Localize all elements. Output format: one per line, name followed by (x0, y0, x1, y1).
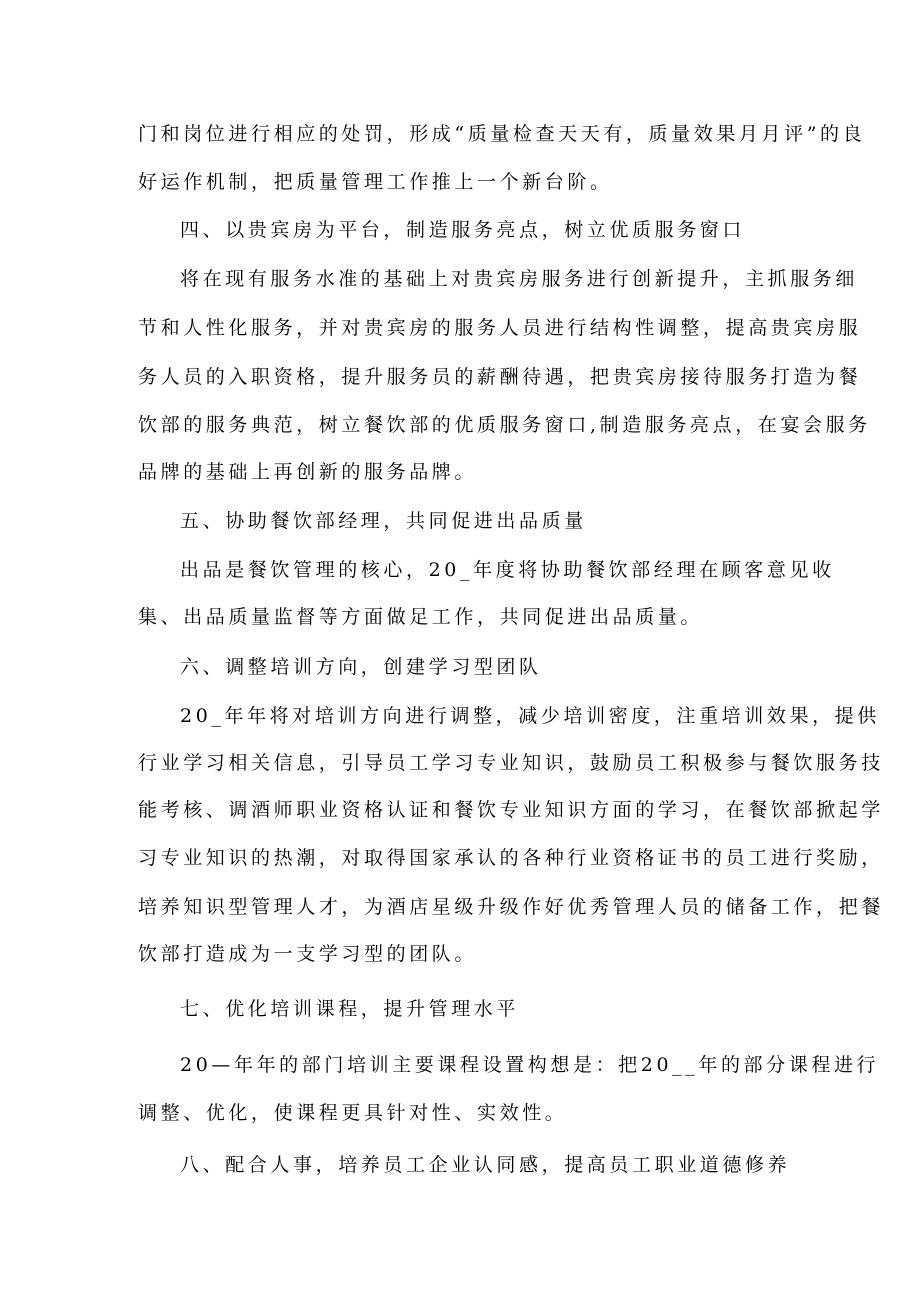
text-line-16: 20—年年的部门培训主要课程设置构想是：把20__年的部分课程进行 (180, 1054, 880, 1076)
section-heading-6: 六、调整培训方向，创建学习型团队 (180, 656, 542, 678)
text-line-9: 集、出品质量监督等方面做足工作，共同促进出品质量。 (138, 606, 704, 628)
text-line-11: 行业学习相关信息，引导员工学习专业知识，鼓励员工积极参与餐饮服务技 (138, 752, 884, 774)
section-heading-5: 五、协助餐饮部经理，共同促进出品质量 (180, 510, 587, 532)
text-line-2: 好运作机制，把质量管理工作推上一个新台阶。 (138, 171, 613, 193)
text-line-12: 能考核、调酒师职业资格认证和餐饮专业知识方面的学习，在餐饮部掀起学 (138, 799, 884, 821)
text-line-6: 饮部的服务典范，树立餐饮部的优质服务窗口,制造服务亮点，在宴会服务 (138, 414, 871, 436)
section-heading-4: 四、以贵宾房为平台，制造服务亮点，树立优质服务窗口 (180, 219, 746, 241)
text-line-5: 务人员的入职资格，提升服务员的薪酬待遇，把贵宾房接待服务打造为餐 (138, 366, 862, 388)
section-heading-7: 七、优化培训课程，提升管理水平 (180, 998, 520, 1020)
text-line-1: 门和岗位进行相应的处罚，形成“质量检查天天有，质量效果月月评”的良 (138, 123, 866, 145)
text-line-14: 培养知识型管理人才，为酒店星级升级作好优秀管理人员的储备工作，把餐 (138, 896, 884, 918)
section-heading-8: 八、配合人事，培养员工企业认同感，提高员工职业道德修养 (180, 1154, 791, 1176)
text-line-10: 20_年年将对培训方向进行调整，减少培训密度，注重培训效果，提供 (180, 705, 880, 727)
text-line-4: 节和人性化服务，并对贵宾房的服务人员进行结构性调整，提高贵宾房服 (138, 317, 862, 339)
text-line-7: 品牌的基础上再创新的服务品牌。 (138, 461, 478, 483)
text-line-3: 将在现有服务水准的基础上对贵宾房服务进行创新提升，主抓服务细 (180, 268, 859, 290)
text-line-13: 习专业知识的热潮，对取得国家承认的各种行业资格证书的员工进行奖励， (138, 847, 884, 869)
text-line-15: 饮部打造成为一支学习型的团队。 (138, 943, 478, 965)
text-line-17: 调整、优化，使课程更具针对性、实效性。 (138, 1102, 568, 1124)
text-line-8: 出品是餐饮管理的核心，20_年度将协助餐饮部经理在顾客意见收 (180, 559, 835, 581)
